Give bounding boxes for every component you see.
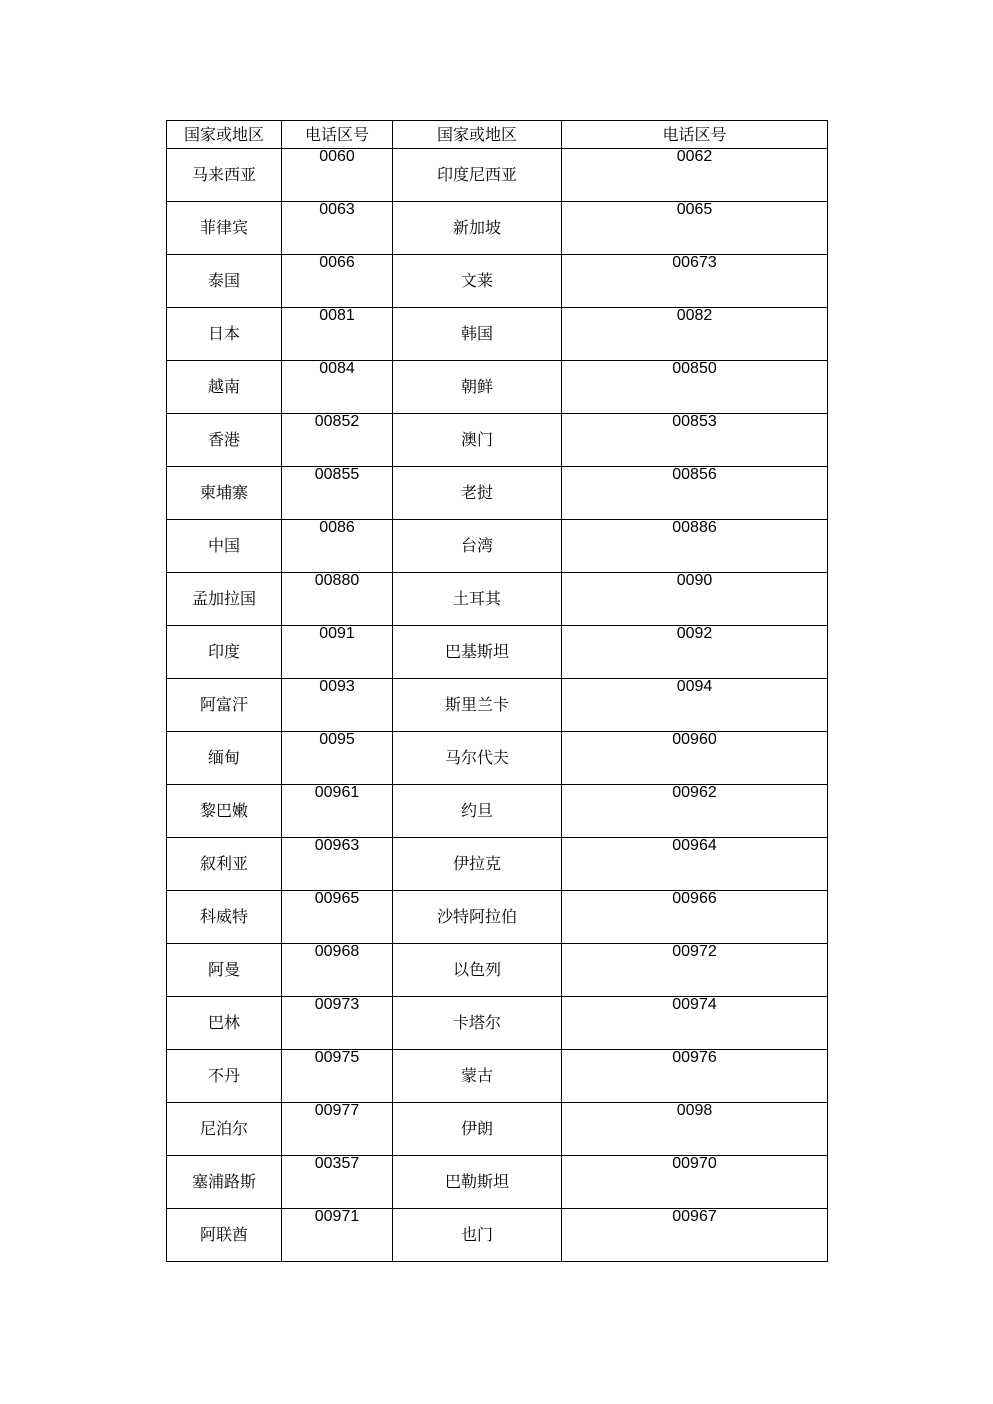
code-cell: 0091 <box>282 626 393 679</box>
code-cell: 00850 <box>562 361 828 414</box>
country-cell: 塞浦路斯 <box>167 1156 282 1209</box>
table-row <box>167 467 828 520</box>
country-cell: 日本 <box>167 308 282 361</box>
country-cell: 新加坡 <box>393 202 562 255</box>
table-row <box>167 891 828 944</box>
code-cell: 00977 <box>282 1103 393 1156</box>
table-row <box>167 997 828 1050</box>
country-cell: 约旦 <box>393 785 562 838</box>
code-cell: 00974 <box>562 997 828 1050</box>
table-row <box>167 1209 828 1262</box>
table-row <box>167 1050 828 1103</box>
table-row <box>167 626 828 679</box>
country-cell: 土耳其 <box>393 573 562 626</box>
country-cell: 马来西亚 <box>167 149 282 202</box>
country-cell: 老挝 <box>393 467 562 520</box>
code-cell: 00972 <box>562 944 828 997</box>
country-cell: 伊拉克 <box>393 838 562 891</box>
country-cell: 卡塔尔 <box>393 997 562 1050</box>
table-row <box>167 520 828 573</box>
header-code-1: 电话区号 <box>282 121 393 149</box>
code-cell: 00856 <box>562 467 828 520</box>
code-cell: 0086 <box>282 520 393 573</box>
table-row <box>167 361 828 414</box>
code-cell: 00970 <box>562 1156 828 1209</box>
header-country-1: 国家或地区 <box>167 121 282 149</box>
country-cell: 泰国 <box>167 255 282 308</box>
table-row <box>167 838 828 891</box>
code-cell: 0063 <box>282 202 393 255</box>
code-cell: 00976 <box>562 1050 828 1103</box>
table-row <box>167 944 828 997</box>
table-row <box>167 308 828 361</box>
country-cell: 印度 <box>167 626 282 679</box>
code-cell: 0090 <box>562 573 828 626</box>
code-cell: 00960 <box>562 732 828 785</box>
code-cell: 00966 <box>562 891 828 944</box>
table-row <box>167 785 828 838</box>
code-cell: 0094 <box>562 679 828 732</box>
country-cell: 蒙古 <box>393 1050 562 1103</box>
code-cell: 00963 <box>282 838 393 891</box>
code-cell: 00968 <box>282 944 393 997</box>
country-cell: 中国 <box>167 520 282 573</box>
country-cell: 科威特 <box>167 891 282 944</box>
country-cell: 不丹 <box>167 1050 282 1103</box>
country-cell: 伊朗 <box>393 1103 562 1156</box>
code-cell: 00886 <box>562 520 828 573</box>
country-cell: 马尔代夫 <box>393 732 562 785</box>
country-cell: 印度尼西亚 <box>393 149 562 202</box>
country-code-table <box>166 120 828 1262</box>
country-cell: 韩国 <box>393 308 562 361</box>
table-row <box>167 1103 828 1156</box>
code-cell: 0062 <box>562 149 828 202</box>
table-row <box>167 679 828 732</box>
table-row <box>167 1156 828 1209</box>
table-row <box>167 573 828 626</box>
code-cell: 0060 <box>282 149 393 202</box>
table-row <box>167 255 828 308</box>
table-body <box>167 149 828 1262</box>
country-cell: 朝鲜 <box>393 361 562 414</box>
header-country-2: 国家或地区 <box>393 121 562 149</box>
code-cell: 00961 <box>282 785 393 838</box>
code-cell: 00673 <box>562 255 828 308</box>
country-cell: 黎巴嫩 <box>167 785 282 838</box>
country-cell: 柬埔寨 <box>167 467 282 520</box>
country-cell: 阿曼 <box>167 944 282 997</box>
country-cell: 沙特阿拉伯 <box>393 891 562 944</box>
country-cell: 文莱 <box>393 255 562 308</box>
code-cell: 00964 <box>562 838 828 891</box>
header-code-2: 电话区号 <box>562 121 828 149</box>
country-cell: 香港 <box>167 414 282 467</box>
code-cell: 00965 <box>282 891 393 944</box>
code-cell: 0084 <box>282 361 393 414</box>
code-cell: 0081 <box>282 308 393 361</box>
country-cell: 菲律宾 <box>167 202 282 255</box>
header-row <box>167 121 828 149</box>
country-cell: 越南 <box>167 361 282 414</box>
country-cell: 阿联酋 <box>167 1209 282 1262</box>
country-cell: 澳门 <box>393 414 562 467</box>
table-row <box>167 732 828 785</box>
code-cell: 00880 <box>282 573 393 626</box>
code-cell: 0093 <box>282 679 393 732</box>
country-cell: 尼泊尔 <box>167 1103 282 1156</box>
country-cell: 孟加拉国 <box>167 573 282 626</box>
table-row <box>167 202 828 255</box>
country-cell: 巴勒斯坦 <box>393 1156 562 1209</box>
code-cell: 00973 <box>282 997 393 1050</box>
country-cell: 阿富汗 <box>167 679 282 732</box>
code-cell: 00853 <box>562 414 828 467</box>
code-cell: 00962 <box>562 785 828 838</box>
country-cell: 巴林 <box>167 997 282 1050</box>
code-cell: 0095 <box>282 732 393 785</box>
code-cell: 0098 <box>562 1103 828 1156</box>
code-cell: 0092 <box>562 626 828 679</box>
code-cell: 00967 <box>562 1209 828 1262</box>
code-cell: 00975 <box>282 1050 393 1103</box>
country-cell: 缅甸 <box>167 732 282 785</box>
code-cell: 00852 <box>282 414 393 467</box>
code-cell: 0065 <box>562 202 828 255</box>
country-cell: 巴基斯坦 <box>393 626 562 679</box>
country-cell: 斯里兰卡 <box>393 679 562 732</box>
code-cell: 0066 <box>282 255 393 308</box>
country-cell: 以色列 <box>393 944 562 997</box>
table-row <box>167 414 828 467</box>
code-cell: 00855 <box>282 467 393 520</box>
code-cell: 0082 <box>562 308 828 361</box>
code-cell: 00971 <box>282 1209 393 1262</box>
table-row <box>167 149 828 202</box>
country-cell: 台湾 <box>393 520 562 573</box>
country-cell: 叙利亚 <box>167 838 282 891</box>
code-cell: 00357 <box>282 1156 393 1209</box>
country-cell: 也门 <box>393 1209 562 1262</box>
